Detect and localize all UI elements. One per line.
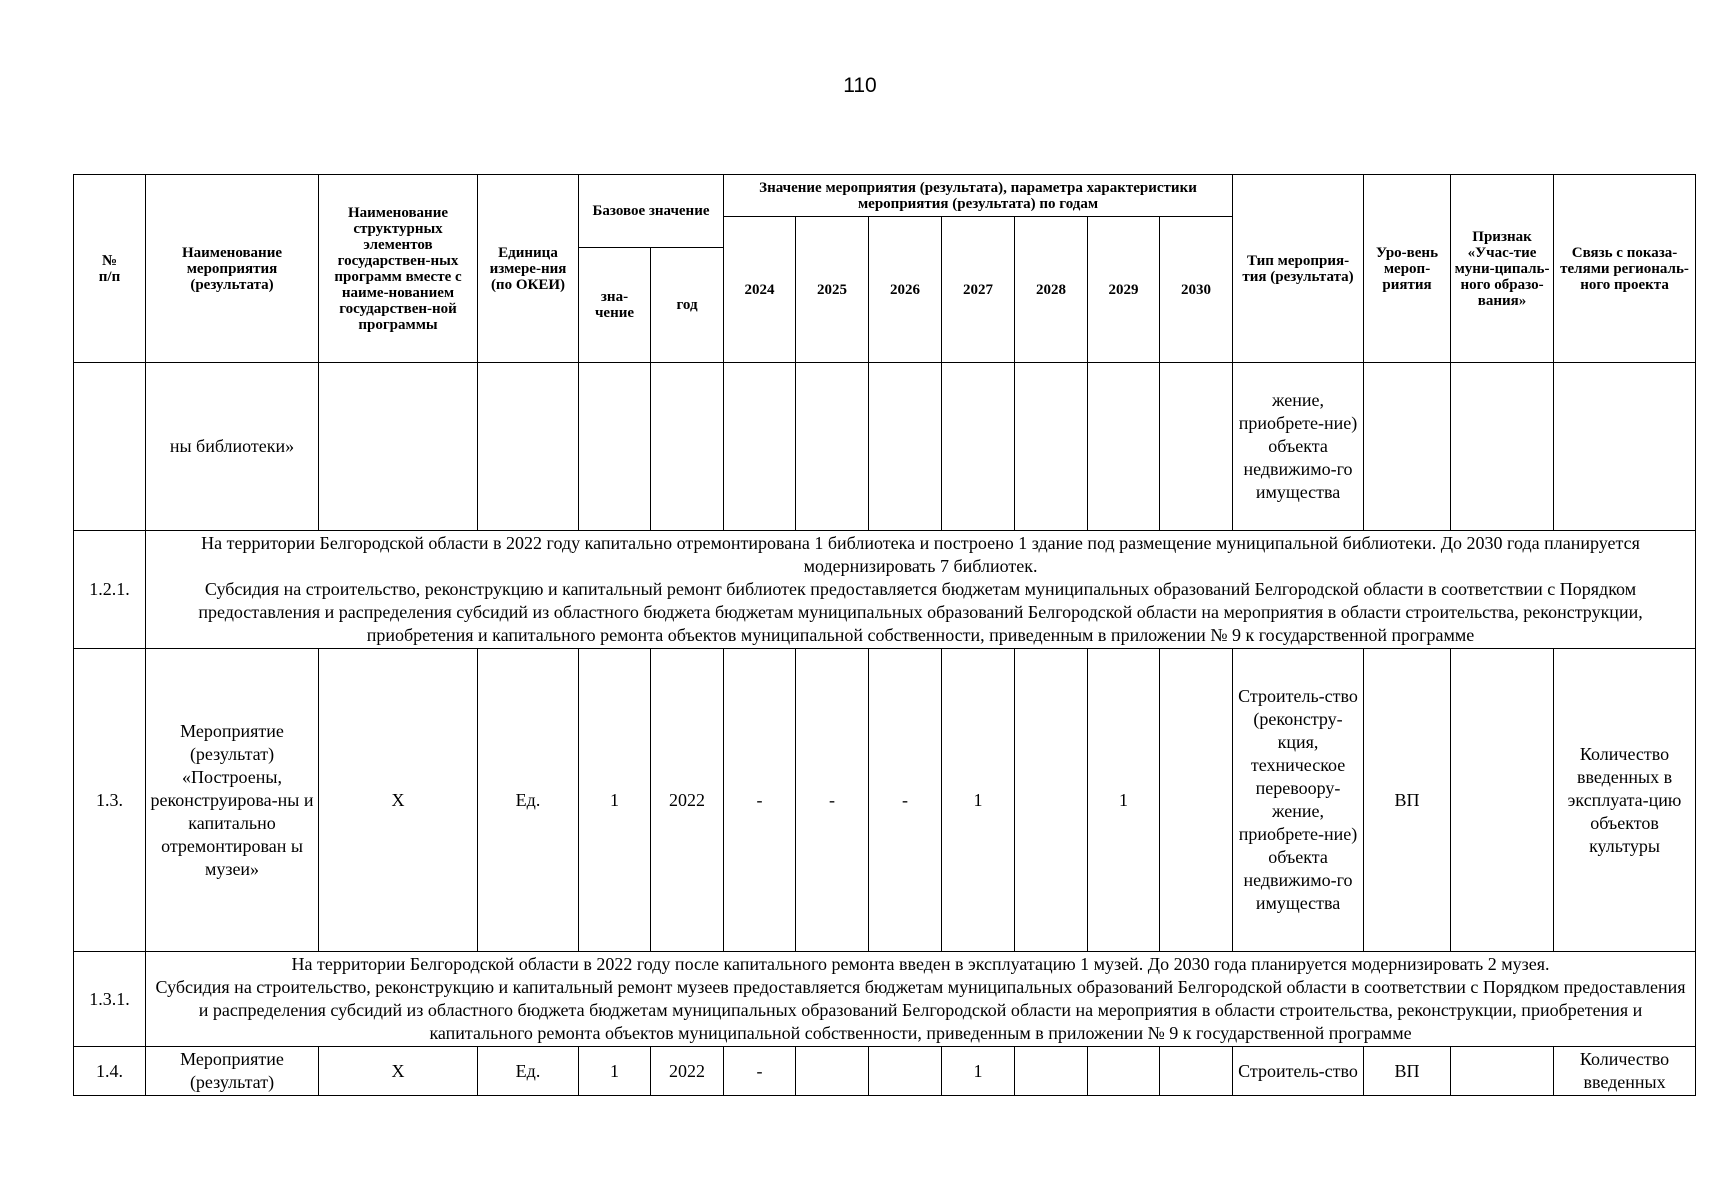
cell-link: Количество введенных [1554, 1047, 1696, 1096]
cell-level [1364, 363, 1451, 531]
cell-y2029 [1088, 1047, 1160, 1096]
cell-number [74, 363, 146, 531]
cell-number: 1.4. [74, 1047, 146, 1096]
table-header [74, 175, 1696, 363]
cell-link: Количество введенных в эксплуата-цию объектов культуры [1554, 649, 1696, 952]
cell-y2030 [1160, 649, 1233, 952]
cell-y2029: 1 [1088, 649, 1160, 952]
cell-y2026 [869, 363, 942, 531]
header-year-2024: 2024 [724, 217, 796, 363]
cell-struct [319, 363, 478, 531]
cell-number: 1.2.1. [74, 531, 146, 649]
header-level: Уро-вень мероп-риятия [1364, 175, 1451, 363]
header-base-value-year: год [651, 248, 724, 363]
cell-unit: Ед. [478, 649, 579, 952]
cell-base-year: 2022 [651, 1047, 724, 1096]
table-row [74, 531, 1696, 649]
cell-municipal [1451, 1047, 1554, 1096]
header-year-2028: 2028 [1015, 217, 1088, 363]
cell-name: Мероприятие (результат) «Построены, реконструирова-ны и капитально отремонтирован ы музеи» [146, 649, 319, 952]
table-row [74, 952, 1696, 1047]
header-name: Наименование мероприятия (результата) [146, 175, 319, 363]
header-type: Тип мероприя-тия (результата) [1233, 175, 1364, 363]
header-unit: Единица измере-ния (по ОКЕИ) [478, 175, 579, 363]
cell-y2028 [1015, 363, 1088, 531]
header-year-2025: 2025 [796, 217, 869, 363]
page-number: 110 [843, 74, 877, 97]
cell-level: ВП [1364, 649, 1451, 952]
cell-y2024: - [724, 1047, 796, 1096]
header-link: Связь с показа-телями региональ-ного проекта [1554, 175, 1696, 363]
header-structural-elements: Наименование структурных элементов государствен-ных программ вместе с наиме-нованием государствен-ной программы [319, 175, 478, 363]
cell-y2027 [942, 363, 1015, 531]
cell-type: жение, приобрете-ние) объекта недвижимо-го имущества [1233, 363, 1364, 531]
cell-y2028 [1015, 649, 1088, 952]
cell-base-value: 1 [579, 1047, 651, 1096]
note-paragraph: На территории Белгородской области в 2022 году капитально отремонтирована 1 библиотека и построено 1 здание под размещение муниципальной библиотеки. До 2030 года планируется модернизировать 7 библиотек. [201, 533, 1640, 576]
cell-number: 1.3.1. [74, 952, 146, 1047]
table-row [74, 1047, 1696, 1096]
cell-y2024: - [724, 649, 796, 952]
cell-type: Строитель-ство [1233, 1047, 1364, 1096]
cell-y2025 [796, 363, 869, 531]
cell-municipal [1451, 649, 1554, 952]
cell-base-year [651, 363, 724, 531]
note-cell [146, 531, 1696, 649]
cell-y2025: - [796, 649, 869, 952]
cell-struct: Х [319, 1047, 478, 1096]
cell-y2026: - [869, 649, 942, 952]
header-year-2029: 2029 [1088, 217, 1160, 363]
cell-unit [478, 363, 579, 531]
header-base-value: Базовое значение [579, 175, 724, 248]
cell-y2029 [1088, 363, 1160, 531]
cell-level: ВП [1364, 1047, 1451, 1096]
cell-base-year: 2022 [651, 649, 724, 952]
header-year-2026: 2026 [869, 217, 942, 363]
cell-type: Строитель-ство (реконстру-кция, техническое перевоору-жение, приобрете-ние) объекта недвижимо-го имущества [1233, 649, 1364, 952]
header-year-2027: 2027 [942, 217, 1015, 363]
header-number: № п/п [74, 175, 146, 363]
cell-y2024 [724, 363, 796, 531]
note-cell [146, 952, 1696, 1047]
cell-struct: Х [319, 649, 478, 952]
cell-y2030 [1160, 1047, 1233, 1096]
cell-link [1554, 363, 1696, 531]
cell-y2030 [1160, 363, 1233, 531]
cell-y2025 [796, 1047, 869, 1096]
note-paragraph: Субсидия на строительство, реконструкцию и капитальный ремонт библиотек предоставляется бюджетам муниципальных образований Белгородской области в соответствии с Порядком предоставления и распределения субсидий из областного бюджета бюджетам муниципальных образований Белгородской области на мероприятия в области строительства, реконструкции, приобретения и капитального ремонта объектов муниципальной собственности, приведенным в приложении № 9 к государственной программе [198, 579, 1643, 645]
cell-base-value: 1 [579, 649, 651, 952]
cell-municipal [1451, 363, 1554, 531]
cell-y2026 [869, 1047, 942, 1096]
cell-number: 1.3. [74, 649, 146, 952]
cell-y2028 [1015, 1047, 1088, 1096]
header-base-value-value: зна-чение [579, 248, 651, 363]
header-years-group: Значение мероприятия (результата), параметра характеристики мероприятия (результата) по годам [724, 175, 1233, 217]
table-row [74, 363, 1696, 531]
cell-name: ны библиотеки» [146, 363, 319, 531]
header-municipal: Признак «Учас-тие муни-ципаль-ного образо-вания» [1451, 175, 1554, 363]
note-paragraph: Субсидия на строительство, реконструкцию и капитальный ремонт музеев предоставляется бюджетам муниципальных образований Белгородской области в соответствии с Порядком предоставления и распределения субсидий из областного бюджета бюджетам муниципальных образований Белгородской области на мероприятия в области строительства, реконструкции, приобретения и капитального ремонта объектов муниципальной собственности, приведенным в приложении № 9 к государственной программе [155, 977, 1686, 1043]
cell-y2027: 1 [942, 649, 1015, 952]
results-table [73, 174, 1696, 1096]
header-year-2030: 2030 [1160, 217, 1233, 363]
note-paragraph: На территории Белгородской области в 2022 году после капитального ремонта введен в эксплуатацию 1 музей. До 2030 года планируется модернизировать 2 музея. [291, 954, 1550, 974]
table-row [74, 649, 1696, 952]
cell-y2027: 1 [942, 1047, 1015, 1096]
cell-name: Мероприятие (результат) [146, 1047, 319, 1096]
cell-unit: Ед. [478, 1047, 579, 1096]
cell-base-value [579, 363, 651, 531]
